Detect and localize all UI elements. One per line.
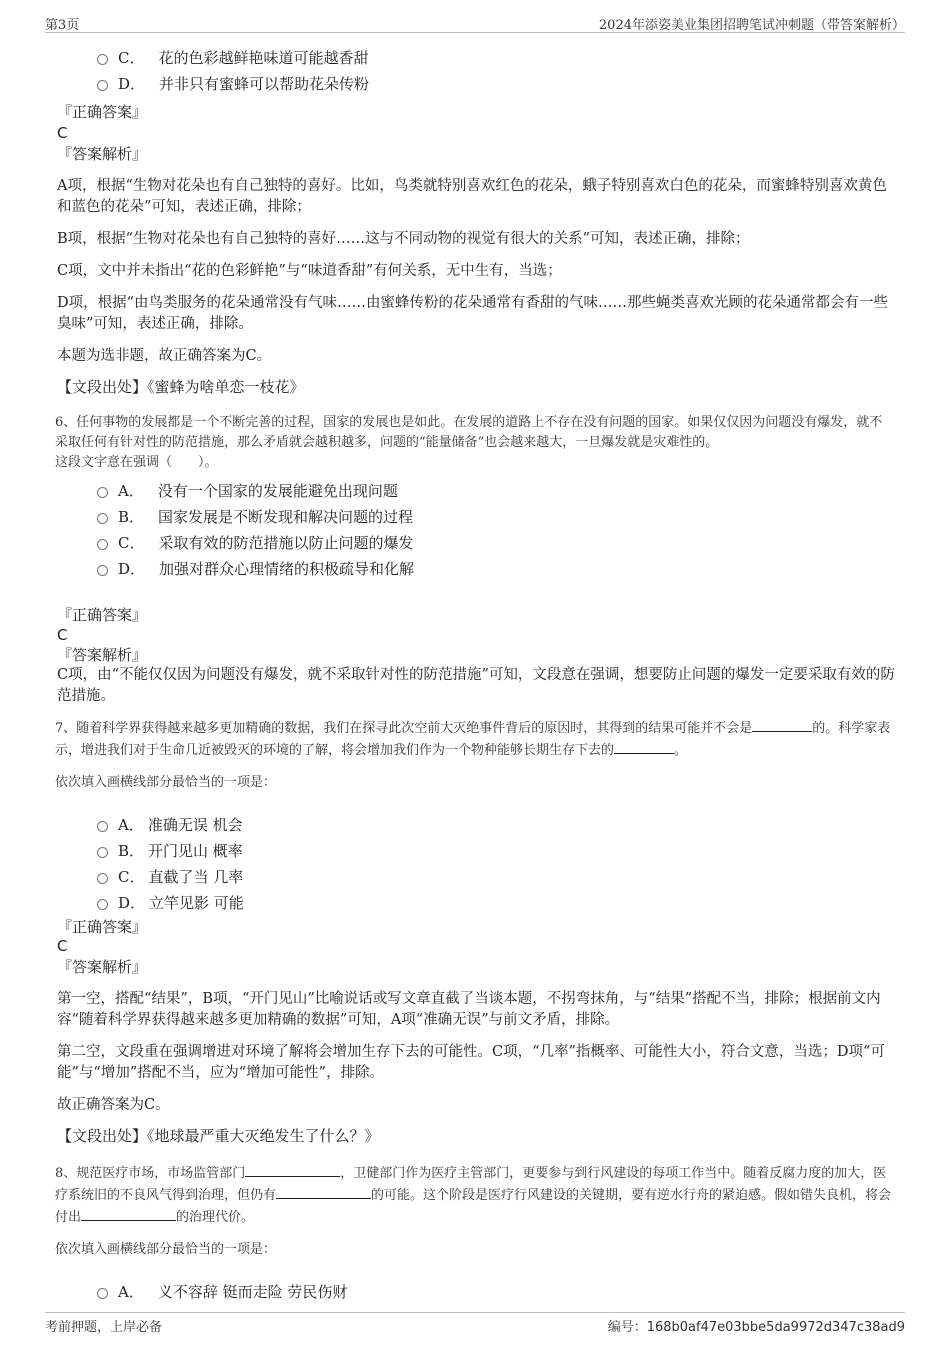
q6-option-c[interactable] — [97, 529, 895, 555]
page-number: 第3页 — [45, 18, 80, 33]
option-text: 花的色彩越鲜艳味道可能越香甜 — [158, 48, 369, 67]
analysis-label: 『答案解析』 — [57, 646, 148, 664]
option-letter: A． — [118, 815, 144, 834]
question-text — [55, 717, 895, 761]
page-footer — [45, 1312, 905, 1339]
option-text: 没有一个国家的发展能避免出现问题 — [157, 481, 398, 500]
correct-answer: C — [57, 626, 68, 644]
option-text: 加强对群众心理情绪的积极疏导和化解 — [159, 559, 415, 578]
document-title: 2024年添姿美业集团招聘笔试冲刺题（带答案解析） — [598, 18, 905, 33]
q6-option-a[interactable] — [97, 477, 895, 503]
question-5 — [55, 44, 895, 397]
page-content — [55, 40, 895, 1304]
q7-option-d[interactable] — [97, 889, 895, 915]
q7-option-c[interactable] — [97, 863, 895, 889]
radio-icon[interactable] — [97, 513, 108, 524]
footer-slogan: 考前押题，上岸必备 — [45, 1320, 163, 1335]
radio-icon[interactable] — [97, 821, 108, 832]
option-text: 国家发展是不断发现和解决问题的过程 — [158, 507, 414, 526]
q6-option-d[interactable] — [97, 555, 895, 581]
q6-option-b[interactable] — [97, 503, 895, 529]
radio-icon[interactable] — [97, 1288, 108, 1299]
fill-blank — [245, 1162, 340, 1177]
option-text: 并非只有蜜蜂可以帮助花朵传粉 — [159, 74, 370, 93]
question-segment: 7、随着科学界获得越来越多更加精确的数据，我们在探寻此次空前大灭绝事件背后的原因时，其得到的结果可能并不会是 — [55, 721, 753, 736]
question-7 — [55, 717, 895, 1146]
question-prompt: 依次填入画横线部分最恰当的一项是： — [55, 1242, 277, 1257]
analysis-label: 『答案解析』 — [57, 958, 148, 976]
analysis-label: 『答案解析』 — [57, 145, 148, 163]
analysis-conclusion: 故正确答案为C。 — [57, 1097, 170, 1113]
question-segment: 的可能。这个阶段是医疗行风建设的关键期，要有逆水行舟的紧迫感。假如错失良机，将会付出 — [55, 1188, 892, 1225]
option-letter: B． — [118, 507, 145, 526]
analysis-paragraph: B项，根据“生物对花朵也有自己独特的喜好……这与不同动物的视觉有很大的关系”可知，表述正确，排除； — [57, 231, 750, 247]
option-text: 直截了当 几率 — [148, 867, 244, 886]
option-letter: D． — [118, 74, 146, 93]
fill-blank — [614, 739, 674, 754]
code-value: 168b0af47e03bbe5da9972d347c38ad9 — [646, 1320, 905, 1335]
text-source: 【文段出处】《蜜蜂为啥单恋一枝花》 — [57, 378, 305, 396]
question-segment: 8、规范医疗市场，市场监管部门 — [55, 1166, 246, 1181]
option-text: 开门见山 概率 — [148, 841, 243, 860]
text-source: 【文段出处】《地球最严重大灭绝发生了什么？》 — [57, 1127, 380, 1145]
option-letter: A． — [118, 1282, 144, 1301]
q5-option-c[interactable] — [97, 44, 895, 70]
radio-icon[interactable] — [97, 54, 108, 65]
question-prompt: 依次填入画横线部分最恰当的一项是： — [55, 775, 277, 790]
q7-option-b[interactable] — [97, 837, 895, 863]
option-letter: A． — [118, 481, 144, 500]
question-segment: 。 — [674, 743, 688, 758]
correct-answer-label: 『正确答案』 — [57, 918, 148, 936]
question-6 — [55, 413, 895, 707]
analysis-paragraph: 第一空，搭配“结果”，B项，“开门见山”比喻说话或写文章直截了当谈本题，不拐弯抹角，与“结果”搭配不当，排除；根据前文内容“随着科学界获得越来越多更加精确的数据”可知，A项“准确无误”与前文矛盾，排除。 — [57, 991, 881, 1028]
correct-answer: C — [57, 124, 68, 142]
radio-icon[interactable] — [97, 847, 108, 858]
correct-answer: C — [57, 937, 68, 955]
code-label: 编号： — [607, 1320, 647, 1335]
question-8 — [55, 1162, 895, 1304]
option-text: 立竿见影 可能 — [149, 893, 244, 912]
option-text: 采取有效的防范措施以防止问题的爆发 — [158, 533, 414, 552]
q7-option-a[interactable] — [97, 811, 895, 837]
fill-blank — [752, 717, 812, 732]
question-segment: 的治理代价。 — [176, 1210, 255, 1225]
radio-icon[interactable] — [97, 539, 108, 550]
question-text — [55, 1162, 895, 1228]
document-code — [608, 1316, 905, 1335]
question-segment: 的。科学家表示，增进我们对于生命几近被毁灭的环境的了解，将会增加我们作为一个物种能够长期生存下去的 — [55, 721, 891, 758]
analysis-paragraph: 第二空，文段重在强调增进对环境了解将会增加生存下去的可能性。C项，“几率”指概率、可能性大小，符合文意，当选；D项“可能”与“增加”搭配不当，应为“增加可能性”，排除。 — [57, 1044, 885, 1081]
option-letter: D． — [118, 893, 146, 912]
radio-icon[interactable] — [97, 80, 108, 91]
q5-option-d[interactable] — [97, 70, 895, 96]
option-letter: D． — [118, 559, 146, 578]
page-header — [45, 12, 905, 33]
radio-icon[interactable] — [97, 873, 108, 884]
radio-icon[interactable] — [97, 487, 108, 498]
analysis-paragraph: A项，根据“生物对花朵也有自己独特的喜好。比如，鸟类就特别喜欢红色的花朵，蛾子特别喜欢白色的花朵，而蜜蜂特别喜欢黄色和蓝色的花朵”可知，表述正确，排除； — [57, 178, 887, 215]
option-letter: B． — [118, 841, 145, 860]
correct-answer-label: 『正确答案』 — [57, 606, 148, 624]
option-letter: C． — [118, 533, 145, 552]
analysis-paragraph: D项，根据“由鸟类服务的花朵通常没有气味……由蜜蜂传粉的花朵通常有香甜的气味……那些蝇类喜欢光顾的花朵通常都会有一些臭味”可知，表述正确，排除。 — [57, 295, 889, 332]
q8-option-a[interactable] — [97, 1278, 895, 1304]
option-letter: C． — [118, 48, 145, 67]
fill-blank — [81, 1206, 176, 1221]
question-text: 6、任何事物的发展都是一个不断完善的过程，国家的发展也是如此。在发展的道路上不存在没有问题的国家。如果仅仅因为问题没有爆发，就不采取任何有针对性的防范措施，那么矛盾就会越积越多，问题的“能量储备”也会越来越大，一旦爆发就是灾难性的。 — [55, 415, 883, 450]
option-text: 义不容辞 铤而走险 劳民伤财 — [157, 1282, 348, 1301]
radio-icon[interactable] — [97, 565, 108, 576]
analysis-paragraph: C项，文中并未指出“花的色彩鲜艳”与“味道香甜”有何关系，无中生有，当选； — [57, 263, 562, 279]
option-letter: C． — [118, 867, 145, 886]
question-prompt: 这段文字意在强调（ ）。 — [55, 455, 218, 470]
analysis-conclusion: 本题为选非题，故正确答案为C。 — [57, 348, 272, 364]
option-text: 准确无误 机会 — [147, 815, 243, 834]
analysis-paragraph: C项，由“不能仅仅因为问题没有爆发，就不采取针对性的防范措施”可知，文段意在强调，想要防止问题的爆发一定要采取有效的防范措施。 — [57, 667, 895, 704]
fill-blank — [276, 1184, 371, 1199]
radio-icon[interactable] — [97, 899, 108, 910]
question-segment: ，卫健部门作为医疗主管部门，更要参与到行风建设的每项工作当中。随着反腐力度的加大，医疗系统旧的不良风气得到治理，但仍有 — [55, 1166, 887, 1203]
correct-answer-label: 『正确答案』 — [57, 103, 148, 121]
